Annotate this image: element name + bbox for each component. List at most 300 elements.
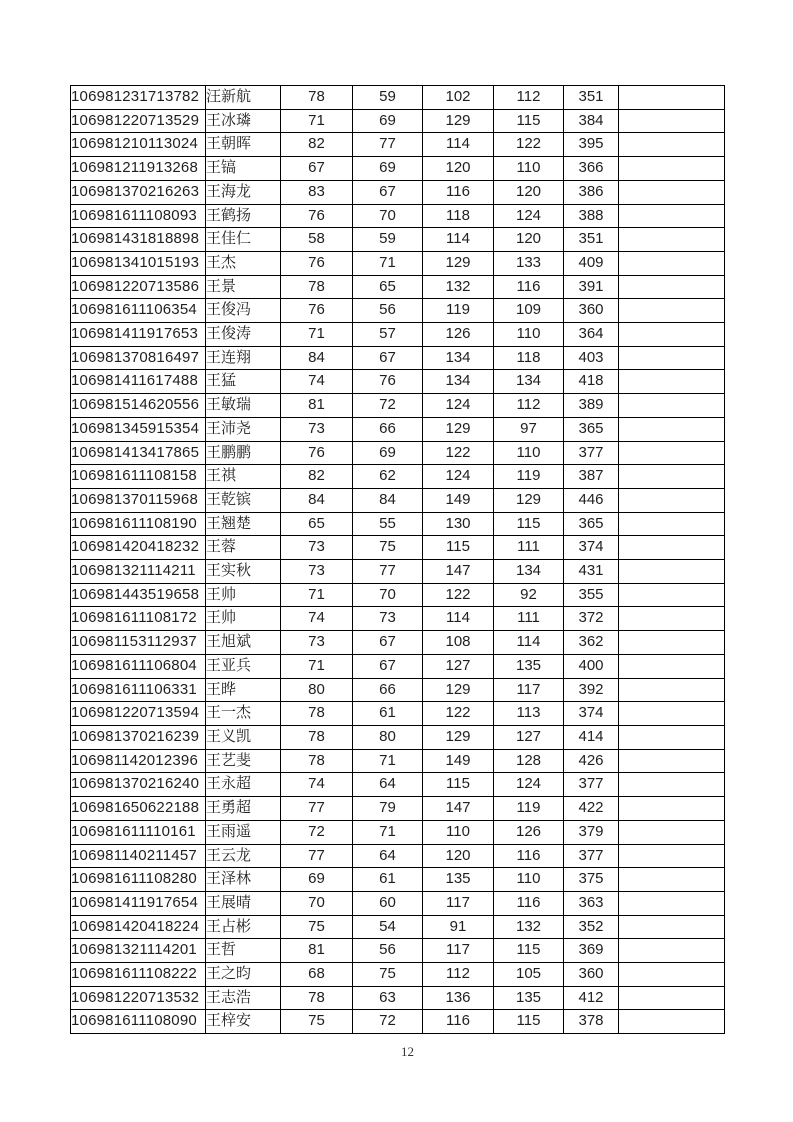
cell-total: 351 (564, 228, 619, 252)
cell-score-3: 129 (423, 109, 494, 133)
cell-score-2: 69 (353, 157, 423, 181)
cell-remark (619, 702, 725, 726)
cell-name: 王佳仁 (206, 228, 281, 252)
cell-candidate-id: 106981650622188 (71, 797, 206, 821)
cell-score-4: 115 (494, 1010, 564, 1034)
table-row (71, 702, 725, 726)
cell-score-4: 126 (494, 820, 564, 844)
cell-score-1: 78 (281, 986, 353, 1010)
cell-candidate-id: 106981611108158 (71, 465, 206, 489)
cell-score-1: 81 (281, 939, 353, 963)
cell-score-4: 127 (494, 725, 564, 749)
table-row (71, 370, 725, 394)
cell-total: 374 (564, 536, 619, 560)
cell-candidate-id: 106981370216239 (71, 725, 206, 749)
cell-score-3: 129 (423, 725, 494, 749)
cell-candidate-id: 106981370216263 (71, 180, 206, 204)
cell-remark (619, 370, 725, 394)
cell-score-2: 64 (353, 844, 423, 868)
cell-remark (619, 654, 725, 678)
cell-score-2: 61 (353, 868, 423, 892)
cell-score-3: 118 (423, 204, 494, 228)
cell-score-2: 71 (353, 820, 423, 844)
cell-score-3: 149 (423, 749, 494, 773)
cell-total: 391 (564, 275, 619, 299)
cell-name: 王泽林 (206, 868, 281, 892)
table-row (71, 133, 725, 157)
table-row (71, 891, 725, 915)
cell-score-3: 117 (423, 891, 494, 915)
cell-remark (619, 583, 725, 607)
cell-score-1: 67 (281, 157, 353, 181)
table-row (71, 725, 725, 749)
cell-score-3: 136 (423, 986, 494, 1010)
cell-score-4: 116 (494, 844, 564, 868)
cell-total: 351 (564, 86, 619, 110)
cell-remark (619, 1010, 725, 1034)
cell-score-3: 115 (423, 773, 494, 797)
cell-score-3: 129 (423, 417, 494, 441)
cell-score-4: 92 (494, 583, 564, 607)
cell-name: 王帅 (206, 583, 281, 607)
cell-total: 362 (564, 631, 619, 655)
cell-candidate-id: 106981611108093 (71, 204, 206, 228)
cell-remark (619, 560, 725, 584)
cell-total: 369 (564, 939, 619, 963)
cell-remark (619, 749, 725, 773)
cell-score-3: 114 (423, 607, 494, 631)
cell-score-1: 73 (281, 536, 353, 560)
table-row (71, 986, 725, 1010)
cell-candidate-id: 106981611106804 (71, 654, 206, 678)
cell-remark (619, 346, 725, 370)
cell-score-1: 71 (281, 109, 353, 133)
table-row (71, 323, 725, 347)
cell-score-4: 129 (494, 488, 564, 512)
cell-remark (619, 844, 725, 868)
cell-remark (619, 915, 725, 939)
cell-score-1: 80 (281, 678, 353, 702)
cell-score-2: 71 (353, 251, 423, 275)
cell-score-2: 69 (353, 109, 423, 133)
cell-name: 王海龙 (206, 180, 281, 204)
cell-total: 366 (564, 157, 619, 181)
table-row (71, 868, 725, 892)
cell-score-4: 120 (494, 180, 564, 204)
cell-score-3: 102 (423, 86, 494, 110)
cell-candidate-id: 106981514620556 (71, 394, 206, 418)
cell-name: 王旭斌 (206, 631, 281, 655)
cell-score-2: 73 (353, 607, 423, 631)
cell-score-2: 64 (353, 773, 423, 797)
cell-score-2: 66 (353, 417, 423, 441)
cell-name: 王景 (206, 275, 281, 299)
cell-score-1: 84 (281, 488, 353, 512)
cell-score-4: 110 (494, 441, 564, 465)
cell-score-2: 76 (353, 370, 423, 394)
table-row (71, 251, 725, 275)
cell-score-3: 115 (423, 536, 494, 560)
table-row (71, 204, 725, 228)
cell-score-1: 78 (281, 725, 353, 749)
cell-score-2: 77 (353, 133, 423, 157)
cell-candidate-id: 106981611106331 (71, 678, 206, 702)
cell-score-3: 124 (423, 394, 494, 418)
cell-total: 395 (564, 133, 619, 157)
cell-name: 王镐 (206, 157, 281, 181)
cell-score-3: 129 (423, 251, 494, 275)
cell-score-3: 147 (423, 797, 494, 821)
table-row (71, 275, 725, 299)
cell-score-1: 82 (281, 465, 353, 489)
cell-score-4: 110 (494, 323, 564, 347)
cell-name: 汪新航 (206, 86, 281, 110)
cell-score-3: 114 (423, 228, 494, 252)
table-row (71, 820, 725, 844)
cell-score-1: 77 (281, 797, 353, 821)
cell-score-3: 127 (423, 654, 494, 678)
table-row (71, 560, 725, 584)
cell-score-3: 117 (423, 939, 494, 963)
cell-score-2: 56 (353, 939, 423, 963)
cell-candidate-id: 106981420418224 (71, 915, 206, 939)
cell-score-4: 110 (494, 157, 564, 181)
cell-candidate-id: 106981345915354 (71, 417, 206, 441)
cell-score-3: 110 (423, 820, 494, 844)
cell-name: 王冰璘 (206, 109, 281, 133)
cell-score-1: 69 (281, 868, 353, 892)
table-row (71, 109, 725, 133)
cell-score-2: 72 (353, 394, 423, 418)
cell-score-2: 72 (353, 1010, 423, 1034)
cell-remark (619, 488, 725, 512)
cell-candidate-id: 106981231713782 (71, 86, 206, 110)
cell-score-3: 108 (423, 631, 494, 655)
cell-score-2: 60 (353, 891, 423, 915)
cell-candidate-id: 106981611108190 (71, 512, 206, 536)
cell-candidate-id: 106981611108222 (71, 963, 206, 987)
cell-name: 王蓉 (206, 536, 281, 560)
cell-score-1: 84 (281, 346, 353, 370)
cell-score-1: 81 (281, 394, 353, 418)
cell-candidate-id: 106981220713529 (71, 109, 206, 133)
cell-score-3: 130 (423, 512, 494, 536)
cell-score-1: 78 (281, 702, 353, 726)
cell-score-4: 116 (494, 891, 564, 915)
table-row (71, 939, 725, 963)
cell-score-1: 71 (281, 583, 353, 607)
cell-name: 王一杰 (206, 702, 281, 726)
cell-name: 王永超 (206, 773, 281, 797)
cell-score-2: 70 (353, 583, 423, 607)
cell-score-4: 118 (494, 346, 564, 370)
cell-name: 王杰 (206, 251, 281, 275)
table-row (71, 417, 725, 441)
table-row (71, 346, 725, 370)
table-row (71, 441, 725, 465)
cell-score-3: 116 (423, 1010, 494, 1034)
cell-candidate-id: 106981341015193 (71, 251, 206, 275)
table-row (71, 963, 725, 987)
cell-score-1: 75 (281, 1010, 353, 1034)
cell-remark (619, 441, 725, 465)
cell-total: 422 (564, 797, 619, 821)
cell-remark (619, 536, 725, 560)
cell-candidate-id: 106981611108280 (71, 868, 206, 892)
cell-score-1: 75 (281, 915, 353, 939)
table-row (71, 607, 725, 631)
cell-remark (619, 109, 725, 133)
cell-score-3: 122 (423, 702, 494, 726)
table-row (71, 157, 725, 181)
cell-candidate-id: 106981411917654 (71, 891, 206, 915)
table-row (71, 773, 725, 797)
cell-score-4: 111 (494, 536, 564, 560)
table-row (71, 631, 725, 655)
cell-score-2: 75 (353, 963, 423, 987)
cell-candidate-id: 106981370816497 (71, 346, 206, 370)
cell-total: 378 (564, 1010, 619, 1034)
cell-score-4: 97 (494, 417, 564, 441)
cell-score-2: 54 (353, 915, 423, 939)
table-row (71, 915, 725, 939)
cell-remark (619, 678, 725, 702)
cell-candidate-id: 106981611108172 (71, 607, 206, 631)
cell-score-1: 73 (281, 631, 353, 655)
cell-remark (619, 773, 725, 797)
table-row (71, 583, 725, 607)
cell-score-2: 66 (353, 678, 423, 702)
cell-candidate-id: 106981611106354 (71, 299, 206, 323)
cell-name: 王晔 (206, 678, 281, 702)
cell-score-3: 135 (423, 868, 494, 892)
cell-score-4: 113 (494, 702, 564, 726)
cell-total: 387 (564, 465, 619, 489)
cell-candidate-id: 106981210113024 (71, 133, 206, 157)
cell-name: 王云龙 (206, 844, 281, 868)
cell-score-1: 76 (281, 251, 353, 275)
cell-total: 403 (564, 346, 619, 370)
cell-total: 379 (564, 820, 619, 844)
score-table (70, 85, 725, 1034)
cell-name: 王勇超 (206, 797, 281, 821)
cell-score-3: 112 (423, 963, 494, 987)
cell-score-2: 55 (353, 512, 423, 536)
cell-score-2: 67 (353, 654, 423, 678)
cell-score-1: 76 (281, 441, 353, 465)
cell-score-3: 119 (423, 299, 494, 323)
cell-total: 389 (564, 394, 619, 418)
cell-score-3: 122 (423, 583, 494, 607)
cell-score-1: 76 (281, 299, 353, 323)
cell-name: 王乾镔 (206, 488, 281, 512)
cell-score-2: 61 (353, 702, 423, 726)
cell-name: 王哲 (206, 939, 281, 963)
cell-total: 388 (564, 204, 619, 228)
cell-total: 355 (564, 583, 619, 607)
cell-name: 王展晴 (206, 891, 281, 915)
cell-total: 409 (564, 251, 619, 275)
cell-name: 王祺 (206, 465, 281, 489)
cell-remark (619, 963, 725, 987)
cell-score-4: 119 (494, 797, 564, 821)
cell-total: 375 (564, 868, 619, 892)
cell-score-2: 71 (353, 749, 423, 773)
cell-score-4: 133 (494, 251, 564, 275)
cell-score-1: 70 (281, 891, 353, 915)
cell-total: 365 (564, 417, 619, 441)
cell-name: 王志浩 (206, 986, 281, 1010)
cell-score-4: 128 (494, 749, 564, 773)
cell-score-4: 110 (494, 868, 564, 892)
cell-score-1: 65 (281, 512, 353, 536)
cell-candidate-id: 106981220713594 (71, 702, 206, 726)
cell-score-4: 115 (494, 512, 564, 536)
cell-score-3: 124 (423, 465, 494, 489)
cell-total: 384 (564, 109, 619, 133)
cell-remark (619, 86, 725, 110)
cell-score-1: 82 (281, 133, 353, 157)
cell-score-4: 124 (494, 204, 564, 228)
cell-candidate-id: 106981220713532 (71, 986, 206, 1010)
cell-candidate-id: 106981413417865 (71, 441, 206, 465)
cell-score-2: 56 (353, 299, 423, 323)
cell-name: 王雨遥 (206, 820, 281, 844)
cell-total: 377 (564, 844, 619, 868)
cell-remark (619, 228, 725, 252)
cell-remark (619, 323, 725, 347)
cell-name: 王之昀 (206, 963, 281, 987)
cell-score-1: 74 (281, 370, 353, 394)
table-row (71, 678, 725, 702)
cell-total: 377 (564, 773, 619, 797)
cell-candidate-id: 106981140211457 (71, 844, 206, 868)
cell-name: 王实秋 (206, 560, 281, 584)
cell-score-3: 126 (423, 323, 494, 347)
table-row (71, 228, 725, 252)
cell-score-1: 78 (281, 86, 353, 110)
cell-remark (619, 607, 725, 631)
cell-score-3: 120 (423, 844, 494, 868)
cell-name: 王连翔 (206, 346, 281, 370)
cell-score-2: 63 (353, 986, 423, 1010)
cell-candidate-id: 106981611108090 (71, 1010, 206, 1034)
cell-name: 王沛尧 (206, 417, 281, 441)
table-row (71, 749, 725, 773)
cell-remark (619, 891, 725, 915)
cell-score-4: 132 (494, 915, 564, 939)
cell-total: 372 (564, 607, 619, 631)
cell-name: 王梓安 (206, 1010, 281, 1034)
cell-score-2: 67 (353, 346, 423, 370)
cell-score-1: 78 (281, 749, 353, 773)
cell-total: 364 (564, 323, 619, 347)
cell-remark (619, 465, 725, 489)
cell-score-2: 79 (353, 797, 423, 821)
table-row (71, 86, 725, 110)
cell-score-3: 149 (423, 488, 494, 512)
cell-candidate-id: 106981153112937 (71, 631, 206, 655)
cell-score-4: 135 (494, 986, 564, 1010)
cell-name: 王占彬 (206, 915, 281, 939)
cell-total: 431 (564, 560, 619, 584)
cell-score-4: 105 (494, 963, 564, 987)
cell-name: 王义凯 (206, 725, 281, 749)
cell-remark (619, 133, 725, 157)
cell-score-1: 74 (281, 773, 353, 797)
cell-score-1: 74 (281, 607, 353, 631)
cell-score-3: 134 (423, 370, 494, 394)
cell-score-2: 59 (353, 228, 423, 252)
cell-total: 360 (564, 299, 619, 323)
cell-candidate-id: 106981142012396 (71, 749, 206, 773)
cell-remark (619, 204, 725, 228)
cell-score-4: 134 (494, 370, 564, 394)
cell-score-4: 114 (494, 631, 564, 655)
cell-score-2: 80 (353, 725, 423, 749)
table-row (71, 797, 725, 821)
cell-remark (619, 275, 725, 299)
cell-score-4: 120 (494, 228, 564, 252)
cell-score-1: 71 (281, 323, 353, 347)
cell-remark (619, 986, 725, 1010)
cell-score-1: 68 (281, 963, 353, 987)
cell-score-4: 115 (494, 939, 564, 963)
cell-name: 王艺斐 (206, 749, 281, 773)
cell-total: 374 (564, 702, 619, 726)
cell-total: 392 (564, 678, 619, 702)
cell-score-4: 112 (494, 394, 564, 418)
cell-remark (619, 180, 725, 204)
cell-remark (619, 868, 725, 892)
cell-score-2: 77 (353, 560, 423, 584)
page-number: 12 (401, 1044, 414, 1059)
cell-name: 王翘楚 (206, 512, 281, 536)
cell-remark (619, 251, 725, 275)
table-row (71, 1010, 725, 1034)
cell-total: 446 (564, 488, 619, 512)
cell-score-2: 59 (353, 86, 423, 110)
cell-score-1: 71 (281, 654, 353, 678)
cell-score-2: 84 (353, 488, 423, 512)
cell-score-4: 112 (494, 86, 564, 110)
cell-score-4: 124 (494, 773, 564, 797)
cell-score-1: 83 (281, 180, 353, 204)
cell-remark (619, 820, 725, 844)
cell-remark (619, 797, 725, 821)
cell-remark (619, 299, 725, 323)
cell-score-4: 122 (494, 133, 564, 157)
cell-score-4: 115 (494, 109, 564, 133)
cell-score-2: 67 (353, 631, 423, 655)
cell-name: 王猛 (206, 370, 281, 394)
cell-total: 352 (564, 915, 619, 939)
cell-name: 王敏瑞 (206, 394, 281, 418)
cell-total: 360 (564, 963, 619, 987)
cell-total: 386 (564, 180, 619, 204)
cell-score-2: 62 (353, 465, 423, 489)
cell-total: 414 (564, 725, 619, 749)
cell-score-1: 72 (281, 820, 353, 844)
table-row (71, 465, 725, 489)
cell-candidate-id: 106981411917653 (71, 323, 206, 347)
cell-score-3: 147 (423, 560, 494, 584)
cell-remark (619, 157, 725, 181)
cell-score-3: 116 (423, 180, 494, 204)
table-row (71, 844, 725, 868)
cell-score-2: 67 (353, 180, 423, 204)
cell-score-3: 122 (423, 441, 494, 465)
